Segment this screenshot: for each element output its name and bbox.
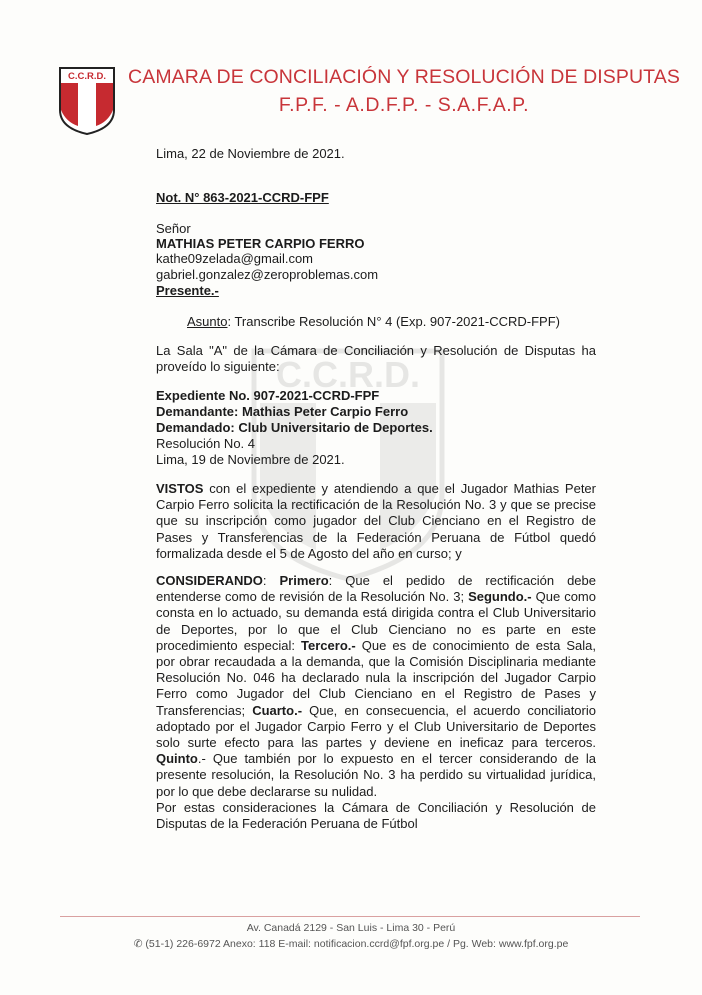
segundo-label: Segundo.- bbox=[468, 589, 532, 605]
subject-line bbox=[187, 314, 560, 330]
subject-text: : Transcribe Resolución N° 4 (Exp. 907-2021-CCRD-FPF) bbox=[227, 314, 560, 329]
primero-label: Primero bbox=[279, 573, 329, 588]
footer-divider bbox=[60, 916, 640, 917]
demandante-line bbox=[156, 404, 408, 420]
tercero-label: Tercero.- bbox=[301, 637, 356, 653]
demandante-value: Mathias Peter Carpio Ferro bbox=[241, 404, 409, 419]
vistos-text: con el expediente y atendiendo a que el Jugador Mathias Peter Carpio Ferro solicita la rectificación de la Resolución No. 3 y que se precise que su inscripción como jugador del Club Cienciano en el Registro de Pases y Transferencias de la Federación Peruana de Fútbol quedó formalizada desde el 5 de Agosto del año en curso; y bbox=[156, 481, 596, 561]
demandado-label: Demandado: bbox=[156, 420, 235, 435]
considerando-label: CONSIDERANDO bbox=[156, 573, 263, 588]
quinto-text: .- Que también por lo expuesto en el tercer considerando de la presente resolución, la Resolución No. 3 ha perdido su virtualidad jurídica, por lo que debe declararse su nulidad. bbox=[156, 751, 596, 799]
demandante-label: Demandante: bbox=[156, 404, 239, 419]
resolution-date: Lima, 19 de Noviembre de 2021. bbox=[156, 452, 345, 467]
presente: Presente.- bbox=[156, 283, 219, 298]
cuarto-text: Que, en consecuencia, el acuerdo conciliatorio adoptado por el Jugador Carpio Ferro y el Club Universitario de Deportes solo surte efecto para las partes y deviene en ineficaz para terceros. bbox=[156, 702, 596, 751]
recipient-name: MATHIAS PETER CARPIO FERRO bbox=[156, 236, 365, 251]
intro-paragraph: La Sala "A" de la Cámara de Conciliación y Resolución de Disputas ha proveído lo siguiente: bbox=[156, 343, 596, 375]
resolution-number: Resolución No. 4 bbox=[156, 436, 255, 451]
expediente: Expediente No. 907-2021-CCRD-FPF bbox=[156, 388, 380, 403]
considerando-paragraph: CONSIDERANDO: Primero: Que el pedido de rectificación debe entenderse como de revisión de la Resolución No. 3; Segundo.- Que como consta en lo actuado, su demanda está dirigida contra el Club Universitario de Deportes, por lo que el Club Cienciano no es parte en este procedimiento especial: Tercero.- Que es de conocimiento de esta Sala, por obrar recaudada a la demanda, que la Comisión Disciplinaria mediante Resolución No. 046 ha declarado nula la inscripción del Jugador Carpio Ferro como Jugador del Club Cienciano en el Registro de Pases y Transferencias; Cuarto.- Que, en consecuencia, el acuerdo conciliatorio adoptado por el Jugador Carpio Ferro y el Club Universitario de Deportes solo surte efecto para las partes y deviene en ineficaz para terceros. Quinto.- Que también por lo expuesto en el tercer considerando de la presente resolución, la Resolución No. 3 ha perdido su virtualidad jurídica, por lo que debe declararse su nulidad. bbox=[156, 573, 596, 799]
vistos-label: VISTOS bbox=[156, 481, 204, 496]
subject-label: Asunto bbox=[187, 314, 228, 329]
closing-paragraph: Por estas consideraciones la Cámara de Conciliación y Resolución de Disputas de la Federación Peruana de Fútbol bbox=[156, 800, 596, 832]
quinto-label: Quinto bbox=[156, 751, 198, 767]
footer-contact: ✆ (51-1) 226-6972 Anexo: 118 E-mail: notificacion.ccrd@fpf.org.pe / Pg. Web: www.fpf.org.pe bbox=[133, 938, 569, 950]
demandado-line bbox=[156, 420, 433, 436]
footer-address: Av. Canadá 2129 - San Luis - Lima 30 - Perú bbox=[246, 922, 456, 934]
watermark-text: C.C.R.D. bbox=[276, 354, 420, 395]
header-subtitle: F.P.F. - A.D.F.P. - S.A.F.A.P. bbox=[278, 94, 530, 116]
recipient-email-1: kathe09zelada@gmail.com bbox=[156, 251, 314, 266]
primero-text: : Que el pedido de rectificación debe entenderse como de revisión de la Resolución No. 3; bbox=[156, 573, 596, 605]
logo-text: C.C.R.D. bbox=[68, 71, 106, 82]
tercero-text: Que es de conocimiento de esta Sala, por obrar recaudada a la demanda, que la Comisión Disciplinaria mediante Resolución No. 046 ha declarado nula la inscripción del Jugador Carpio Ferro como Jugador del Club Cienciano en el Registro de Pases y Transferencias; bbox=[156, 637, 596, 718]
segundo-text: Que como consta en lo actuado, su demanda está dirigida contra el Club Universitario de Deportes, por lo que el Club Cienciano no es parte en este procedimiento especial: bbox=[156, 589, 596, 653]
demandado-value: Club Universitario de Deportes. bbox=[238, 420, 433, 435]
salutation: Señor bbox=[156, 221, 191, 236]
header-title: CAMARA DE CONCILIACIÓN Y RESOLUCIÓN DE DISPUTAS bbox=[128, 66, 680, 88]
cuarto-label: Cuarto.- bbox=[252, 702, 303, 718]
notification-number: Not. N° 863-2021-CCRD-FPF bbox=[156, 190, 329, 205]
letter-date: Lima, 22 de Noviembre de 2021. bbox=[156, 146, 345, 161]
vistos-paragraph bbox=[156, 481, 596, 562]
ccrd-logo bbox=[58, 66, 116, 136]
recipient-email-2: gabriel.gonzalez@zeroproblemas.com bbox=[156, 267, 379, 282]
